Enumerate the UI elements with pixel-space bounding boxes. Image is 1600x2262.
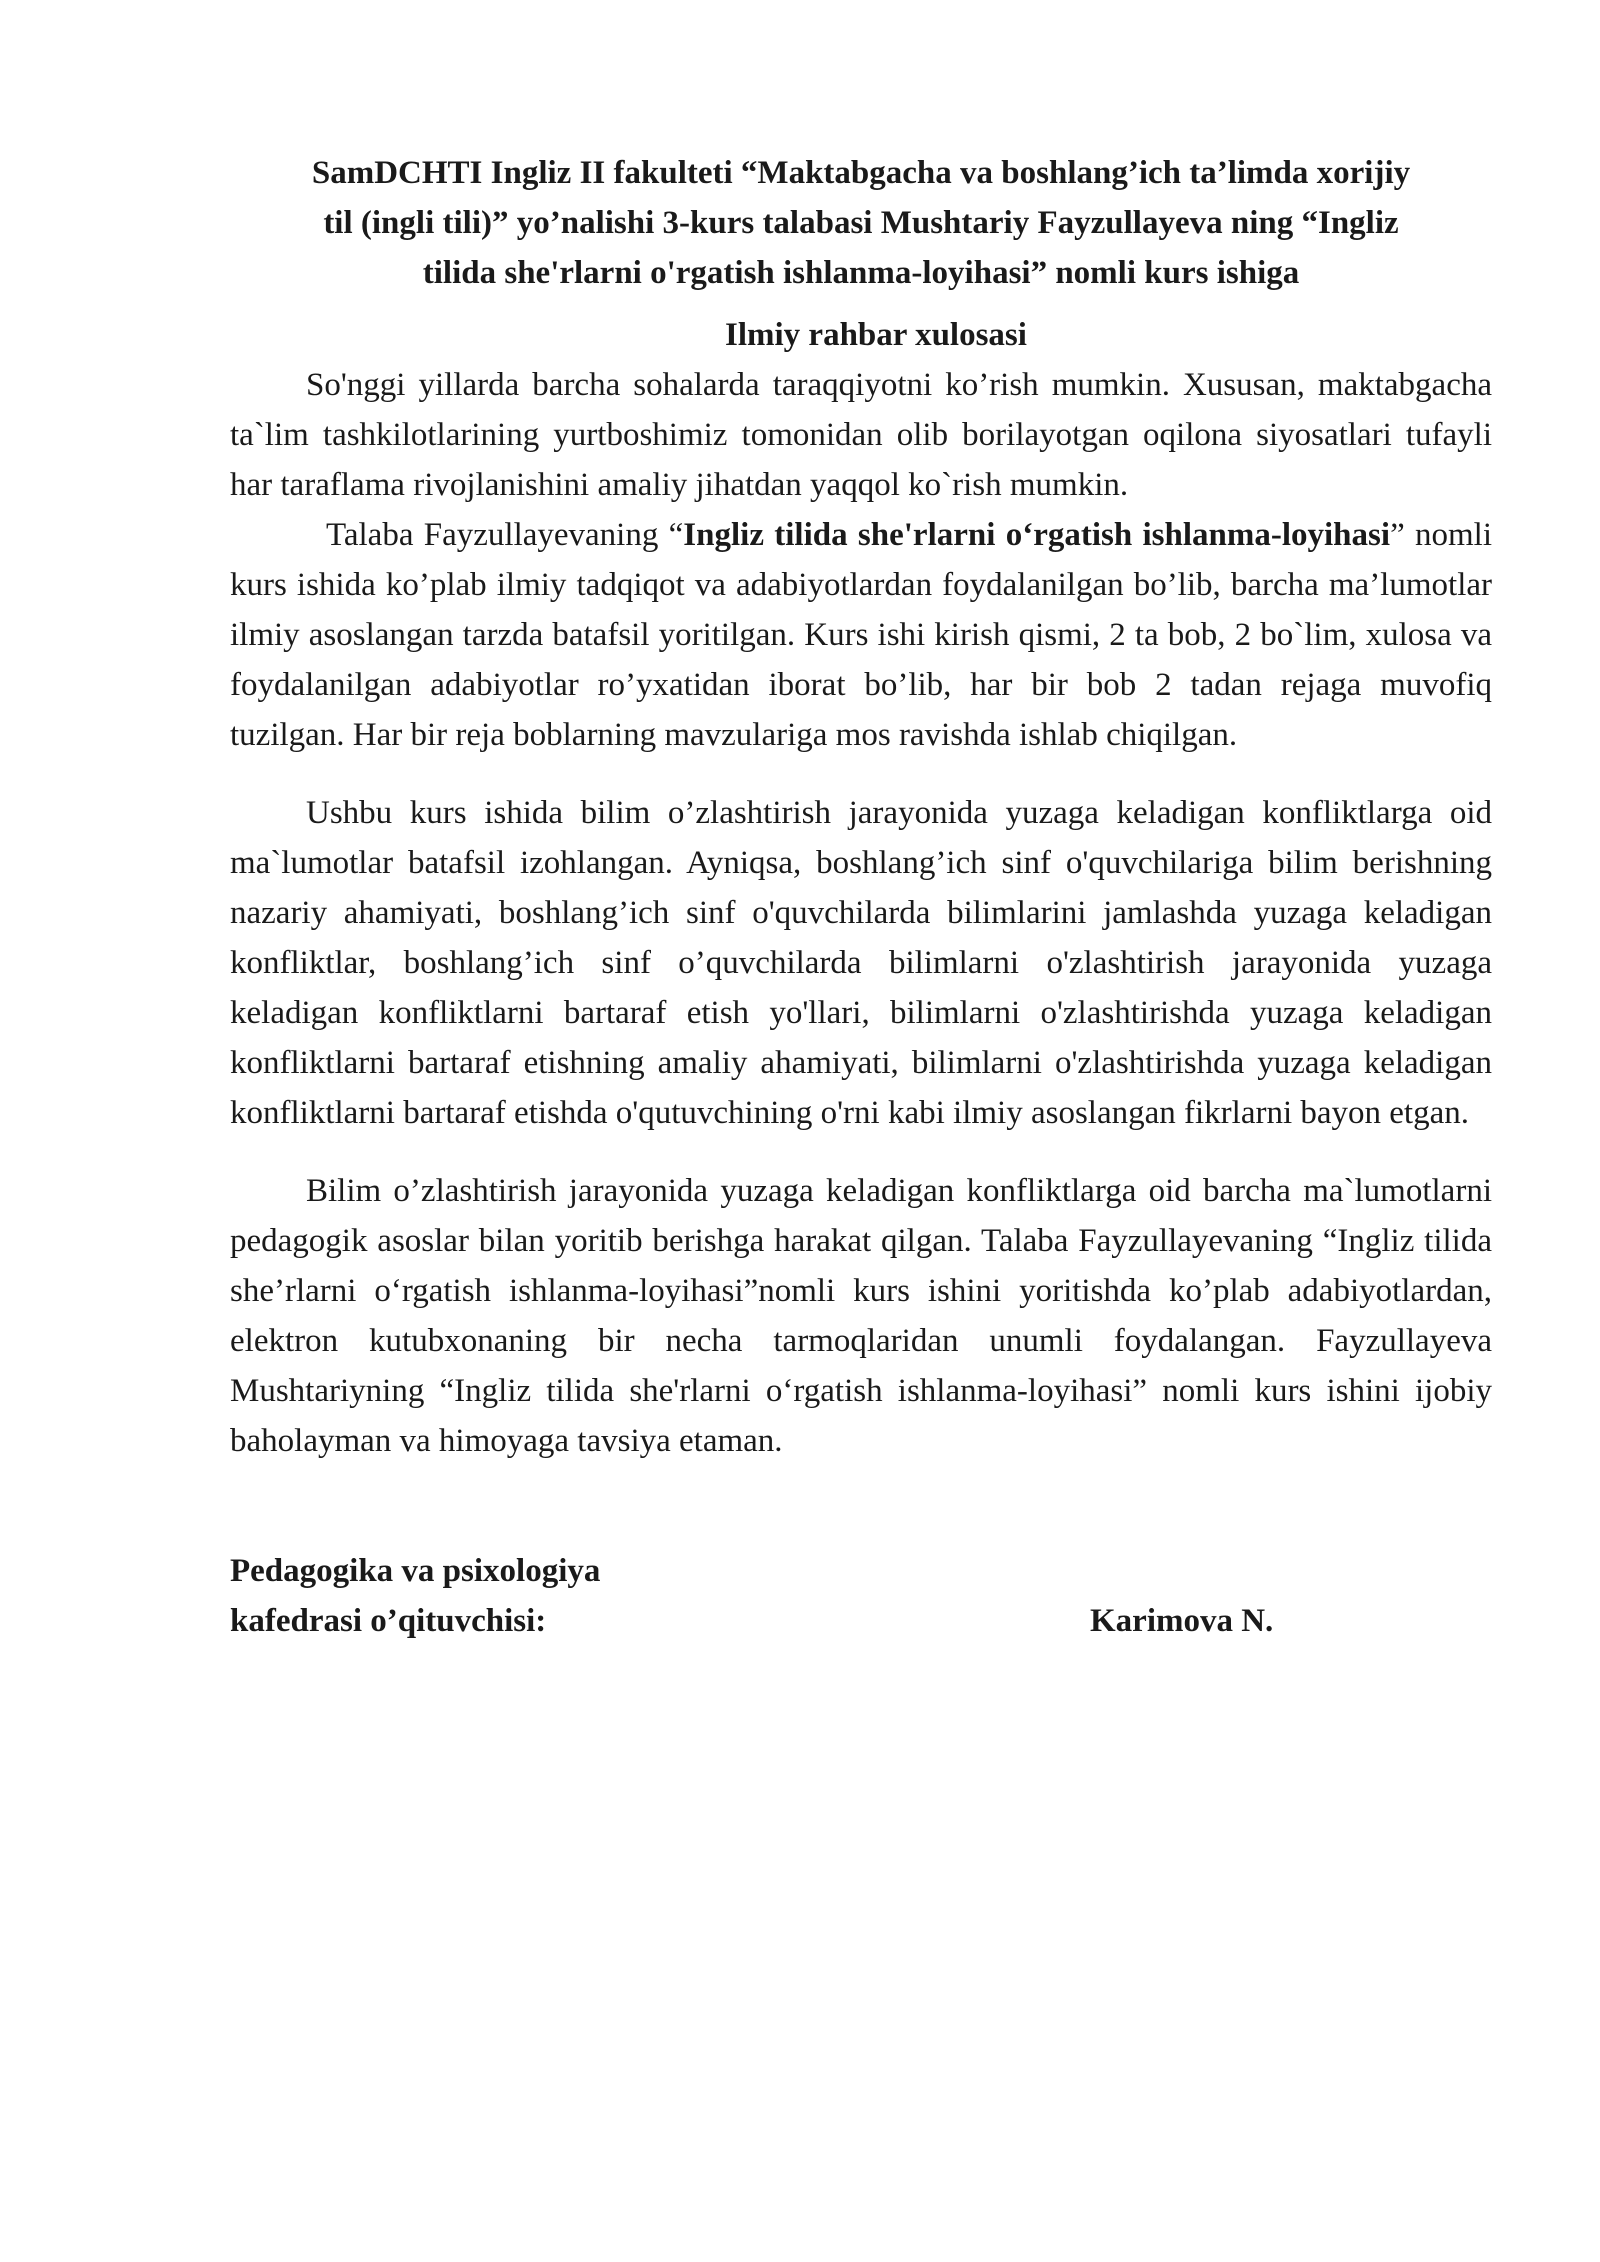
heading-line-3: tilida she'rlarni o'rgatish ishlanma-loyihasi” nomli kurs ishiga xyxy=(422,255,1300,291)
heading-line-1: SamDCHTI Ingliz II fakulteti “Maktabgacha va boshlang’ich ta’limda xorijiy xyxy=(311,155,1411,191)
signature-department: Pedagogika va psixologiya xyxy=(230,1553,601,1589)
document-subtitle: Ilmiy rahbar xulosasi xyxy=(725,317,1027,353)
heading-line-2: til (ingli tili)” yo’nalishi 3-kurs talabasi Mushtariy Fayzullayeva ning “Ingliz xyxy=(323,205,1399,241)
paragraph-2-title: Ingliz tilida she'rlarni o‘rgatish ishlanma-loyihasi xyxy=(683,517,1391,553)
paragraph-2 xyxy=(230,510,1492,760)
paragraph-2-rest: ” nomli kurs ishida ko’plab ilmiy tadqiqot va adabiyotlardan foydalanilgan bo’lib, barcha ma’lumotlar ilmiy asoslangan tarzda batafsil yoritilgan. Kurs ishi kirish qismi, 2 ta bob, 2 bo`lim, xulosa va foydalanilgan adabiyotlar ro’yxatidan iborat bo’lib, har bir bob 2 tadan rejaga muvofiq tuzilgan. Har bir reja boblarning mavzulariga mos ravishda ishlab chiqilgan. xyxy=(230,517,1493,753)
document-heading xyxy=(230,148,1492,298)
signature-position: kafedrasi o’qituvchisi: xyxy=(230,1603,547,1639)
document-page xyxy=(230,148,1492,1646)
paragraph-3: Ushbu kurs ishida bilim o’zlashtirish jarayonida yuzaga keladigan konfliktlarga oid ma`lumotlar batafsil izohlangan. Ayniqsa, boshlang’ich sinf o'quvchilariga bilim berishning nazariy ahamiyati, boshlang’ich sinf o'quvchilarda bilimlarini jamlashda yuzaga keladigan konfliktlar, boshlang’ich sinf o’quvchilarda bilimlarni o'zlashtirish jarayonida yuzaga keladigan konfliktlarni bartaraf etish yo'llari, bilimlarni o'zlashtirishda yuzaga keladigan konfliktlarni bartaraf etishning amaliy ahamiyati, bilimlarni o'zlashtirishda yuzaga keladigan konfliktlarni bartaraf etishda o'qutuvchining o'rni kabi ilmiy asoslangan fikrlarni bayon etgan. xyxy=(230,795,1492,1131)
paragraph-2-start: Talaba Fayzullayevaning “ xyxy=(326,517,684,553)
paragraph-1: So'nggi yillarda barcha sohalarda taraqqiyotni ko’rish mumkin. Xususan, maktabgacha ta`lim tashkilotlarining yurtboshimiz tomonidan olib borilayotgan oqilona siyosatlari tufayli har taraflama rivojlanishini amaliy jihatdan yaqqol ko`rish mumkin. xyxy=(230,367,1492,503)
paragraph-4: Bilim o’zlashtirish jarayonida yuzaga keladigan konfliktlarga oid barcha ma`lumotlarni pedagogik asoslar bilan yoritib berishga harakat qilgan. Talaba Fayzullayevaning “Ingliz tilida she’rlarni o‘rgatish ishlanma-loyihasi”nomli kurs ishini yoritishda ko’plab adabiyotlardan, elektron kutubxonaning bir necha tarmoqlaridan unumli foydalangan. Fayzullayeva Mushtariyning “Ingliz tilida she'rlarni o‘rgatish ishlanma-loyihasi” nomli kurs ishini ijobiy baholayman va himoyaga tavsiya etaman. xyxy=(230,1173,1492,1459)
signature-name: Karimova N. xyxy=(1090,1603,1274,1639)
signature-block xyxy=(230,1546,1492,1646)
